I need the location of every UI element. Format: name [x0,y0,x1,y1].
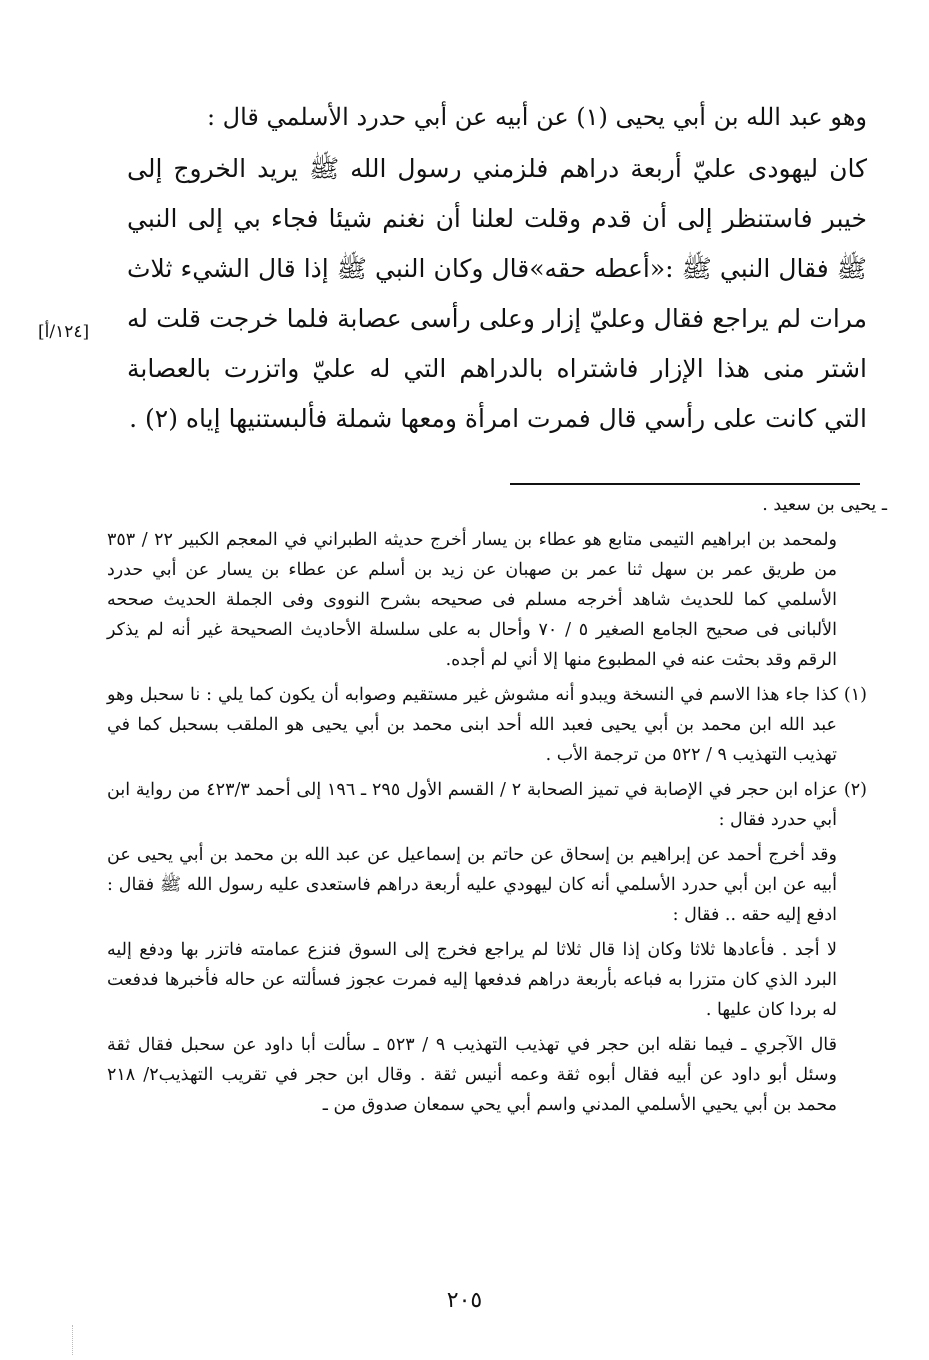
footnote-1: (١) كذا جاء هذا الاسم في النسخة ويبدو أنه مشوش غير مستقيم وصوابه أن يكون كما يلي : نا سحبل وهو عبد الله ابن محمد بن أبي يحيى فعبد الله أحد ابنى محمد بن أبي يحيى هو الملقب بسحبل كما في تهذيب التهذيب ٩ / ٥٢٢ من ترجمة الأب . [107,685,867,765]
footnote-2: (٢) عزاه ابن حجر في الإصابة في تميز الصحابة ٢ / القسم الأول ٢٩٥ ـ ١٩٦ إلى أحمد ٤٢٣/٣ من رواية ابن أبي حدرد فقال : [107,780,867,830]
intro-line: وهو عبد الله بن أبي يحيى (١) عن أبيه عن أبي حدرد الأسلمي قال : [206,103,867,131]
footnotes [107,490,887,1125]
main-text [127,94,867,444]
footnote-paragraph-attaa: ولمحمد بن ابراهيم التيمى متابع هو عطاء بن يسار أخرج حديثه الطبراني في المعجم الكبير ٢٢ / ٣٥٣ من طريق عمر بن سهل ثنا عمر بن صهبان عن زيد بن أسلم عن عطاء بن يسار عن أبي حدرد الأسلمي كما للحديث شاهد أخرجه مسلم فى صحيحه بشرح النووى وفى الجملة الحديث صححه الألبانى فى صحيح الجامع الصغير ٥ / ٧٠ وأحال به على سلسلة الأحاديث الصحيحة غير أنه لم يذكر الرقم وقد بحثت عنه في المطبوع منها إلا أني لم أجده. [107,530,837,670]
footnote-continuation: ـ يحيى بن سعيد . [762,495,887,515]
footnote-2-narration-continued: لا أجد . فأعادها ثلاثا وكان إذا قال ثلاثا لم يراجع فخرج إلى السوق فنزع عمامته فاتزر بها ودفع إليه البرد الذي كان متزرا به فباعه بأربعة دراهم فدفعها إليه فمرت عجوز فسألته عن حاله فأخبرها فدفعت له بردا كان عليها . [107,940,837,1020]
page-number: ٢٠٥ [446,1288,483,1313]
manuscript-folio-reference: [١٢٤/أ] [38,322,90,342]
footnote-2-ahmad-narration: وقد أخرج أحمد عن إبراهيم بن إسحاق عن حاتم بن إسماعيل عن عبد الله بن محمد بن أبي يحيى عن أبيه عن ابن أبي حدرد الأسلمي أنه كان ليهودي عليه أربعة دراهم فاستعدى عليه رسول الله ﷺ فقال : ادفع إليه حقه .. فقال : [107,845,837,925]
footnote-2-ajurri: قال الآجري ـ فيما نقله ابن حجر في تهذيب التهذيب ٩ / ٥٢٣ ـ سألت أبا داود عن سحبل فقال ثقة وسئل أبو داود عن أبيه فقال أبوه ثقة وعمه أنيس ثقة . وقال ابن حجر في تقريب التهذيب٢/ ٢١٨ محمد بن أبي يحيي الأسلمي المدني واسم أبي يحي سمعان صدوق من ـ [107,1035,837,1115]
hadith-paragraph: كان ليهودى عليّ أربعة دراهم فلزمني رسول الله ﷺ يريد الخروج إلى خيبر فاستنظر إلى أن قدم وقلت لعلنا أن نغنم شيئا فجاء بي إلى النبي ﷺ فقال النبي ﷺ :«أعطه حقه»قال وكان النبي ﷺ إذا قال الشيء ثلاث مرات لم يراجع فقال وعليّ إزار وعلى رأسى عصابة فلما خرجت قلت له اشتر منى هذا الإزار فاشتراه بالدراهم التي له عليّ واتزرت بالعصابة التي كانت على رأسي قال فمرت امرأة ومعها شملة فألبستنيها إياه (٢) . [127,154,867,433]
footnote-separator [510,483,860,485]
scan-edge-mark [72,1325,73,1355]
